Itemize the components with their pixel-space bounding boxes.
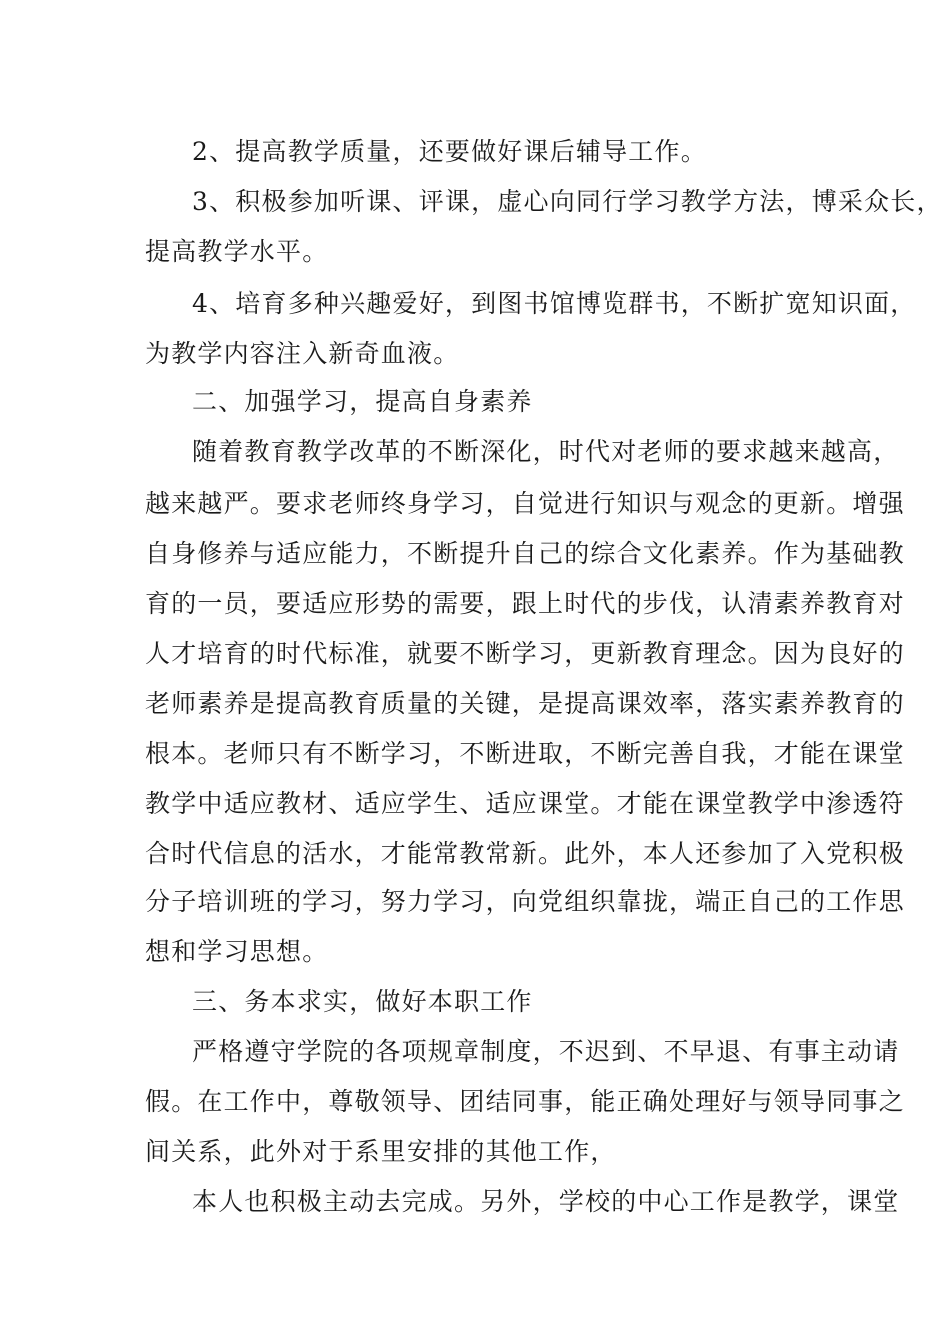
text-line: 育的一员，要适应形势的需要，跟上时代的步伐，认清素养教育对: [145, 589, 905, 618]
text-line: 根本。老师只有不断学习，不断进取，不断完善自我，才能在课堂: [145, 739, 905, 768]
text-line: 老师素养是提高教育质量的关键，是提高课效率，落实素养教育的: [145, 689, 905, 718]
text-line: 教学中适应教材、适应学生、适应课堂。才能在课堂教学中渗透符: [145, 789, 905, 818]
text-line: 提高教学水平。: [145, 237, 329, 266]
section-heading: 二、加强学习，提高自身素养: [192, 387, 533, 416]
text-line: 假。在工作中，尊敬领导、团结同事，能正确处理好与领导同事之: [145, 1087, 905, 1116]
text-line: 4、培育多种兴趣爱好，到图书馆博览群书，不断扩宽知识面，: [192, 289, 917, 318]
text-line: 随着教育教学改革的不断深化，时代对老师的要求越来越高，: [192, 437, 900, 466]
text-line: 间关系，此外对于系里安排的其他工作，: [145, 1137, 617, 1166]
text-line: 2、提高教学质量，还要做好课后辅导工作。: [192, 137, 707, 166]
text-line: 为教学内容注入新奇血液。: [145, 339, 460, 368]
text-line: 合时代信息的活水，才能常教常新。此外，本人还参加了入党积极: [145, 839, 905, 868]
text-line: 越来越严。要求老师终身学习，自觉进行知识与观念的更新。增强: [145, 489, 905, 518]
text-line: 本人也积极主动去完成。另外，学校的中心工作是教学，课堂: [192, 1187, 900, 1216]
text-line: 严格遵守学院的各项规章制度，不迟到、不早退、有事主动请: [192, 1037, 900, 1066]
text-line: 想和学习思想。: [145, 937, 329, 966]
text-line: 自身修养与适应能力，不断提升自己的综合文化素养。作为基础教: [145, 539, 905, 568]
text-line: 人才培育的时代标准，就要不断学习，更新教育理念。因为良好的: [145, 639, 905, 668]
text-line: 分子培训班的学习，努力学习，向党组织靠拢，端正自己的工作思: [145, 887, 905, 916]
text-line: 3、积极参加听课、评课，虚心向同行学习教学方法，博采众长，: [192, 187, 943, 216]
section-heading: 三、务本求实，做好本职工作: [192, 987, 533, 1016]
